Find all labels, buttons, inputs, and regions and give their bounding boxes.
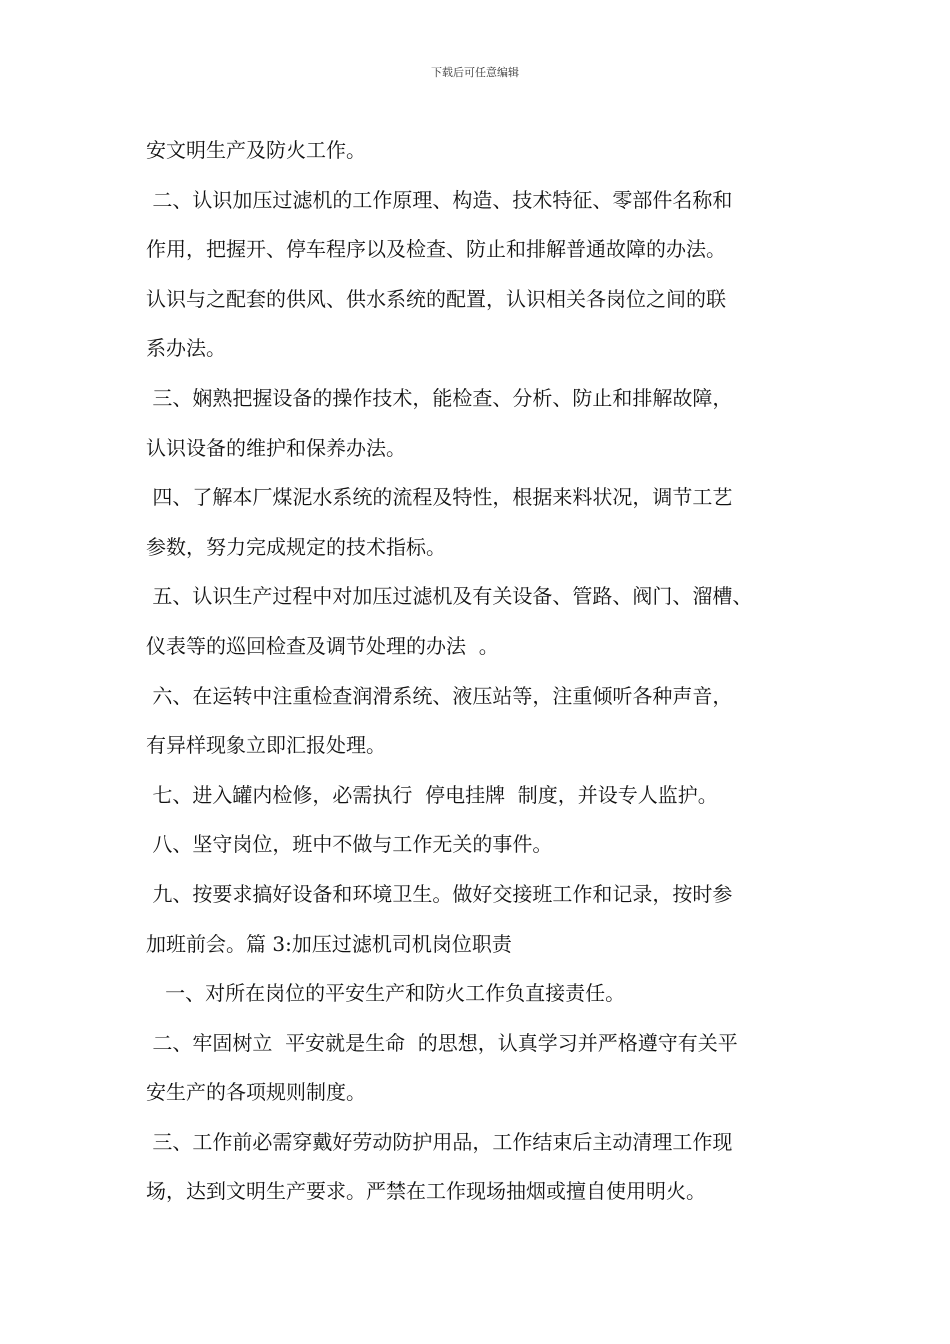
text-line: 八、坚守岗位，班中不做与工作无关的事件。 xyxy=(146,832,553,857)
text-line: 认识与之配套的供风、供水系统的配置，认识相关各岗位之间的联 xyxy=(146,286,726,311)
text-line: 场，达到文明生产要求。严禁在工作现场抽烟或擅自使用明火。 xyxy=(146,1179,706,1204)
text-line: 七、进入罐内检修，必需执行 停电挂牌 制度，并设专人监护。 xyxy=(146,782,718,807)
text-line: 作用，把握开、停车程序以及检查、防止和排解普通故障的办法。 xyxy=(146,237,726,262)
text-line: 六、在运转中注重检查润滑系统、液压站等，注重倾听各种声音， xyxy=(146,683,733,708)
text-line: 参数，努力完成规定的技术指标。 xyxy=(146,534,446,559)
text-line: 四、了解本厂煤泥水系统的流程及特性，根据来料状况，调节工艺 xyxy=(146,485,733,510)
text-line: 仪表等的巡回检查及调节处理的办法 。 xyxy=(146,633,499,658)
text-line: 安文明生产及防火工作。 xyxy=(146,138,366,162)
text-line: 加班前会。篇 3:加压过滤机司机岗位职责 xyxy=(146,931,512,956)
text-line: 有异样现象立即汇报处理。 xyxy=(146,733,386,758)
text-line: 安生产的各项规则制度。 xyxy=(146,1080,366,1105)
text-line: 二、认识加压过滤机的工作原理、构造、技术特征、零部件名称和 xyxy=(146,187,733,212)
document-body xyxy=(146,126,826,1217)
text-line: 三、工作前必需穿戴好劳动防护用品，工作结束后主动清理工作现 xyxy=(146,1129,733,1154)
text-line: 系办法。 xyxy=(146,336,226,361)
page-header: 下载后可任意编辑 xyxy=(431,66,519,79)
text-line: 五、认识生产过程中对加压过滤机及有关设备、管路、阀门、溜槽、 xyxy=(146,584,753,609)
text-line: 一、对所在岗位的平安生产和防火工作负直接责任。 xyxy=(146,981,626,1006)
text-line: 三、娴熟把握设备的操作技术，能检查、分析、防止和排解故障， xyxy=(146,385,733,410)
text-line: 九、按要求搞好设备和环境卫生。做好交接班工作和记录，按时参 xyxy=(146,881,733,906)
text-line: 认识设备的维护和保养办法。 xyxy=(146,435,406,460)
text-line: 二、牢固树立 平安就是生命 的思想，认真学习并严格遵守有关平 xyxy=(146,1030,738,1055)
